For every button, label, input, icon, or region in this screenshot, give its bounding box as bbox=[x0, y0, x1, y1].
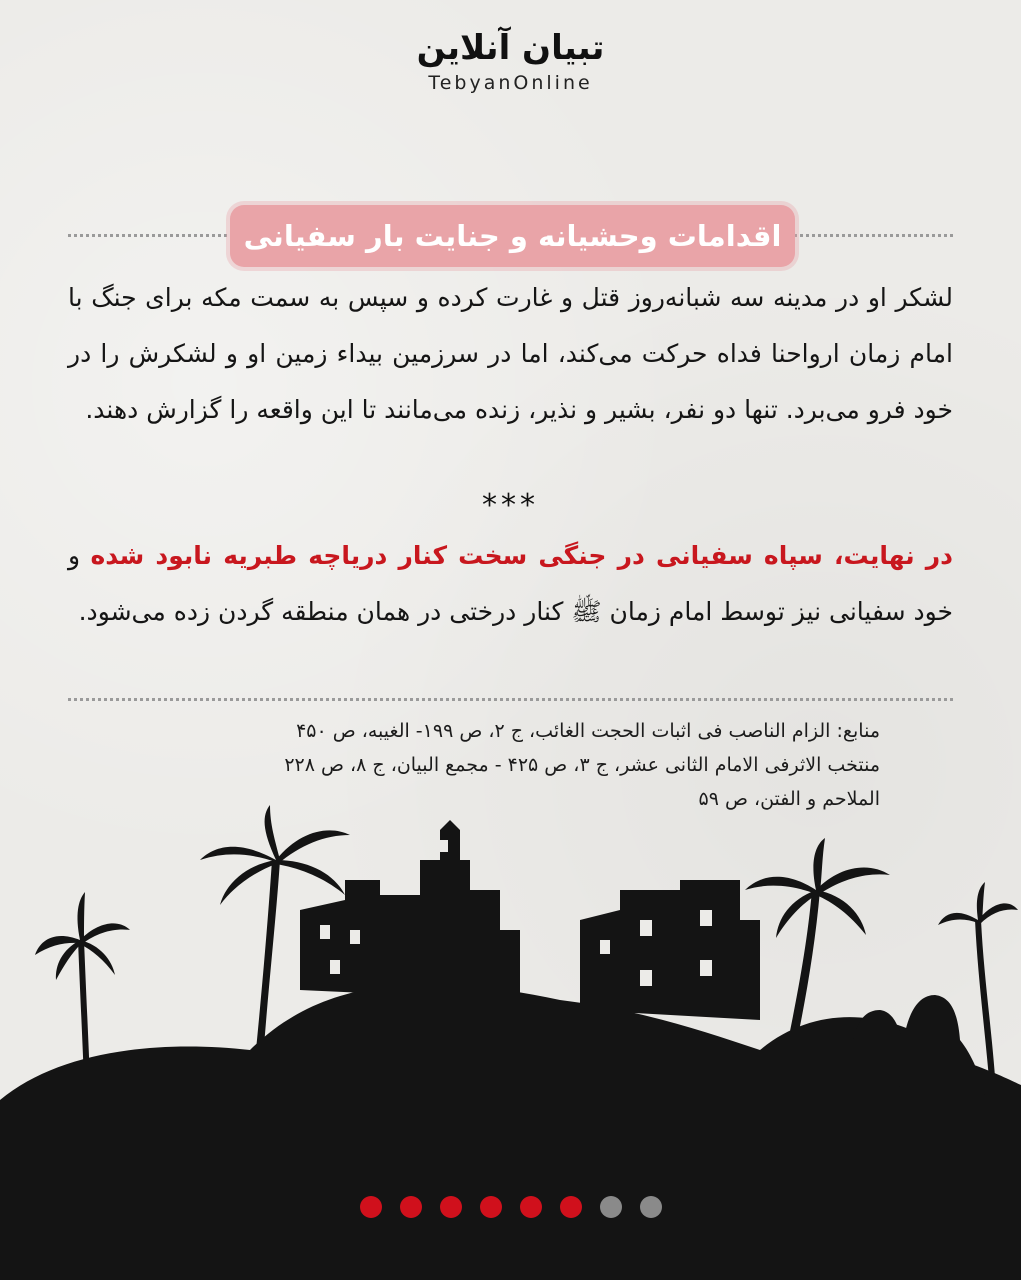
pagination-dot[interactable] bbox=[440, 1196, 462, 1218]
brand-logo bbox=[0, 28, 1021, 94]
paragraph-2-rest: و خود سفیانی نیز توسط امام زمان ﷺ کنار درختی در همان منطقه گردن زده می‌شود. bbox=[68, 541, 953, 626]
title-text: اقدامات وحشیانه و جنایت بار سفیانی bbox=[243, 219, 782, 253]
pagination-dot[interactable] bbox=[600, 1196, 622, 1218]
source-line-1: منابع: الزام الناصب فی اثبات الحجت الغائب، ج ۲، ص ۱۹۹- الغیبه، ص ۴۵۰ bbox=[296, 720, 880, 742]
logo-english-text: TebyanOnline bbox=[428, 72, 593, 94]
kneeling-figure-2 bbox=[900, 995, 985, 1095]
logo-persian-text: تبیان آنلاین bbox=[416, 28, 605, 68]
paragraph-2-highlight: در نهایت، سپاه سفیانی در جنگی سخت کنار دریاچه طبریه نابود شده bbox=[90, 541, 953, 570]
palm-fronds bbox=[35, 805, 1018, 980]
palm-trunk-left bbox=[78, 940, 90, 1080]
source-line-2: منتخب الاثرفی الامام الثانی عشر، ج ۳، ص ۴۲۵ - مجمع البیان، ج ۸، ص ۲۲۸ bbox=[284, 754, 880, 776]
source-line-3: الملاحم و الفتن، ص ۵۹ bbox=[698, 788, 880, 810]
paragraph-2 bbox=[68, 528, 953, 640]
pagination-dot[interactable] bbox=[480, 1196, 502, 1218]
palm-trunk-far-right bbox=[975, 920, 996, 1090]
pagination-dot[interactable] bbox=[640, 1196, 662, 1218]
title-banner bbox=[230, 205, 795, 267]
separator-stars: *** bbox=[482, 488, 539, 523]
pagination-dot[interactable] bbox=[520, 1196, 542, 1218]
pagination-dots bbox=[0, 1196, 1021, 1218]
pagination-dot[interactable] bbox=[560, 1196, 582, 1218]
sources-dotted-divider bbox=[68, 698, 953, 701]
pagination-dot[interactable] bbox=[400, 1196, 422, 1218]
pagination-dot[interactable] bbox=[360, 1196, 382, 1218]
paragraph-1: لشکر او در مدینه سه شبانه‌روز قتل و غارت کرده و سپس به سمت مکه برای جنگ با امام زمان ارواحنا فداه حرکت می‌کند، اما در سرزمین بیداء زمین او و لشکرش را در خود فرو می‌برد. تنها دو نفر، بشیر و نذیر، زنده می‌مانند تا این واقعه را گزارش دهند. bbox=[68, 283, 953, 424]
